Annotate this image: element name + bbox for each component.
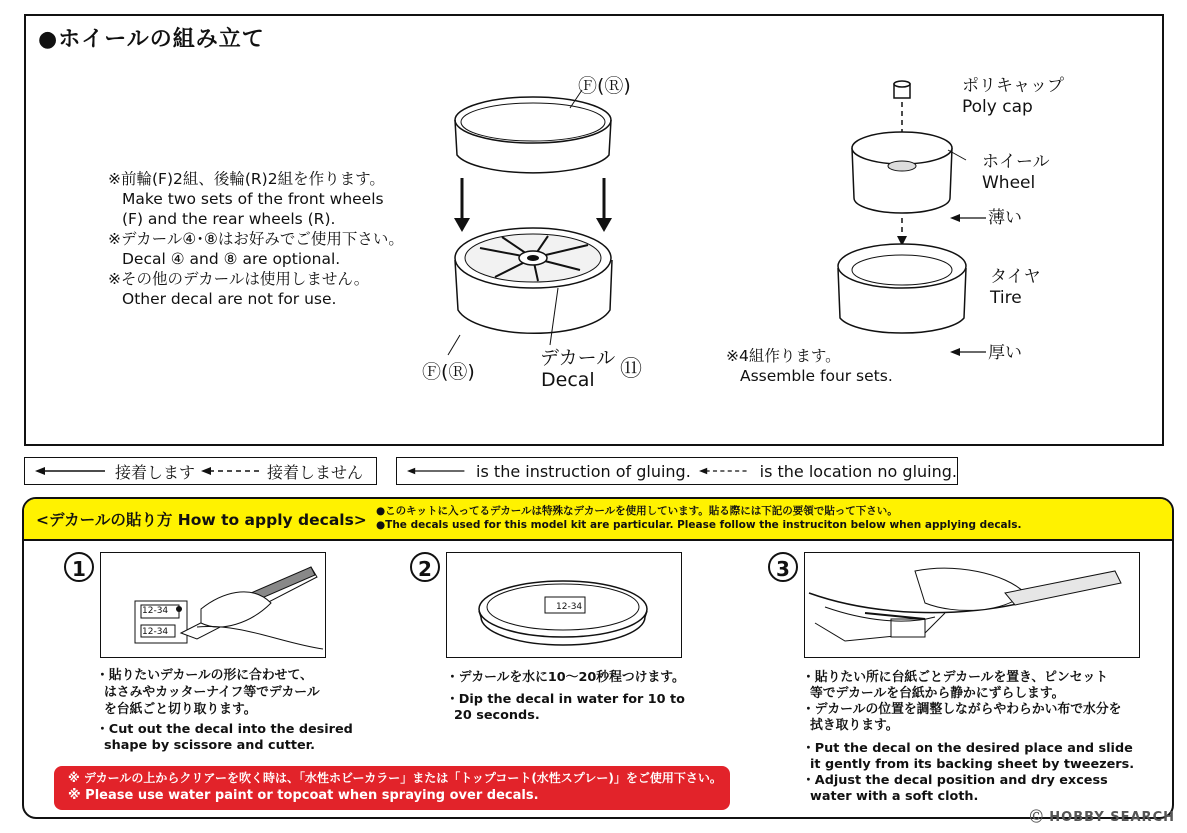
- legend-noglue-jp: 接着しません: [267, 462, 364, 482]
- step-2-number: 2: [410, 552, 440, 582]
- tire-label-en: Tire: [990, 288, 1022, 308]
- cutting-decal-illustration: [101, 553, 325, 657]
- step-3-line-8: water with a soft cloth.: [810, 789, 979, 804]
- thick-pointer-arrow: [948, 344, 988, 364]
- step-1-line-2: はさみやカッターナイフ等でデカール: [104, 685, 320, 700]
- step-3-line-6: it gently from its backing sheet by tweezers.: [810, 757, 1135, 772]
- legend-english: [396, 457, 958, 485]
- applying-decal-illustration: [805, 553, 1139, 657]
- tire-label-jp: タイヤ: [990, 267, 1041, 287]
- decal-header-en: ●The decals used for this model kit are particular. Please follow the instruciton below when applying decals.: [376, 519, 1022, 531]
- note-line-1: ※前輪(F)2組、後輪(R)2組を作ります。: [108, 170, 385, 188]
- assembly-title: ●ホイールの組み立て: [38, 27, 265, 52]
- step-1-number: 1: [64, 552, 94, 582]
- decal-title: <デカールの貼り方 How to apply decals>: [36, 511, 367, 529]
- step-1-decal-code-b: 12-34: [142, 627, 169, 637]
- label-fr-top: Ⓕ(Ⓡ): [578, 75, 631, 97]
- step-3-line-4: 拭き取ります。: [810, 718, 899, 733]
- thin-label: 薄い: [988, 208, 1022, 228]
- wheel-label-jp: ホイール: [982, 152, 1050, 172]
- step-2-decal-code: 12-34: [556, 602, 583, 612]
- step-3-line-5: ・Put the decal on the desired place and slide: [802, 741, 1133, 756]
- step-1-decal-code-a: 12-34: [142, 606, 169, 616]
- step-1-line-3: を台紙ごと切り取ります。: [104, 702, 257, 717]
- decal-header: [24, 499, 1172, 541]
- decal-label-en: Decal: [541, 369, 595, 391]
- step-3-number: 3: [768, 552, 798, 582]
- note-line-5: Decal ④ and ⑧ are optional.: [122, 250, 341, 268]
- step-1-line-4: ・Cut out the decal into the desired: [96, 722, 353, 737]
- decal-label-jp: デカール: [540, 347, 616, 369]
- legend-glue-jp: 接着します: [115, 462, 196, 482]
- polycap-label-jp: ポリキャップ: [962, 76, 1064, 96]
- polycap-label-en: Poly cap: [962, 97, 1033, 117]
- step-3-line-2: 等でデカールを台紙から静かにずらします。: [810, 686, 1065, 701]
- note-line-4: ※デカール④･⑧はお好みでご使用下さい。: [108, 230, 404, 248]
- note-line-6: ※その他のデカールは使用しません。: [108, 270, 370, 288]
- four-sets-jp: ※4組作ります。: [726, 347, 841, 365]
- step-2-line-1: ・デカールを水に10～20秒程つけます。: [446, 670, 685, 685]
- glue-arrow-icon: [35, 465, 107, 477]
- step-3-line-7: ・Adjust the decal position and dry excess: [802, 773, 1108, 788]
- legend-noglue-en: is the location no gluing.: [759, 461, 957, 481]
- noglue-arrow-icon: [201, 465, 261, 477]
- wheel-assembly-diagram-left: [420, 70, 660, 383]
- decal-header-jp: ●このキットに入ってるデカールは特殊なデカールを使用しています。貼る際には下記の要領で貼って下さい。: [376, 505, 898, 517]
- note-line-7: Other decal are not for use.: [122, 290, 337, 308]
- decal-number: ⑪: [620, 357, 643, 382]
- legend-japanese: [24, 457, 377, 485]
- step-3-illustration: [804, 552, 1140, 658]
- step-1-line-5: shape by scissore and cutter.: [104, 738, 315, 753]
- four-sets-en: Assemble four sets.: [740, 367, 893, 385]
- step-3-line-3: ・デカールの位置を調整しながらやわらかい布で水分を: [802, 702, 1122, 717]
- label-fr-bottom: Ⓕ(Ⓡ): [422, 361, 475, 383]
- step-2-line-2: ・Dip the decal in water for 10 to: [446, 692, 685, 707]
- step-1-illustration: [100, 552, 326, 658]
- notice-en: ※ Please use water paint or topcoat when spraying over decals.: [68, 788, 539, 803]
- thick-label: 厚い: [988, 343, 1022, 363]
- step-2-line-3: 20 seconds.: [454, 708, 540, 723]
- clear-coat-notice: [54, 766, 730, 810]
- notice-jp: ※ デカールの上からクリアーを吹く時は、「水性ホビーカラー」または「トップコート(水性スプレー)」をご使用下さい。: [68, 771, 722, 785]
- note-line-3: (F) and the rear wheels (R).: [122, 210, 336, 228]
- legend-glue-en: is the instruction of gluing.: [476, 461, 691, 481]
- glue-arrow-icon-en: [407, 465, 466, 477]
- note-line-2: Make two sets of the front wheels: [122, 190, 384, 208]
- watermark: Ⓒ HOBBY SEARCH: [1029, 810, 1175, 825]
- step-3-line-1: ・貼りたい所に台紙ごとデカールを置き、ピンセット: [802, 670, 1109, 685]
- noglue-arrow-icon-en: [699, 465, 750, 477]
- thin-pointer-arrow: [948, 210, 988, 230]
- wheel-label-en: Wheel: [982, 173, 1036, 193]
- step-1-line-1: ・貼りたいデカールの形に合わせて、: [96, 668, 313, 683]
